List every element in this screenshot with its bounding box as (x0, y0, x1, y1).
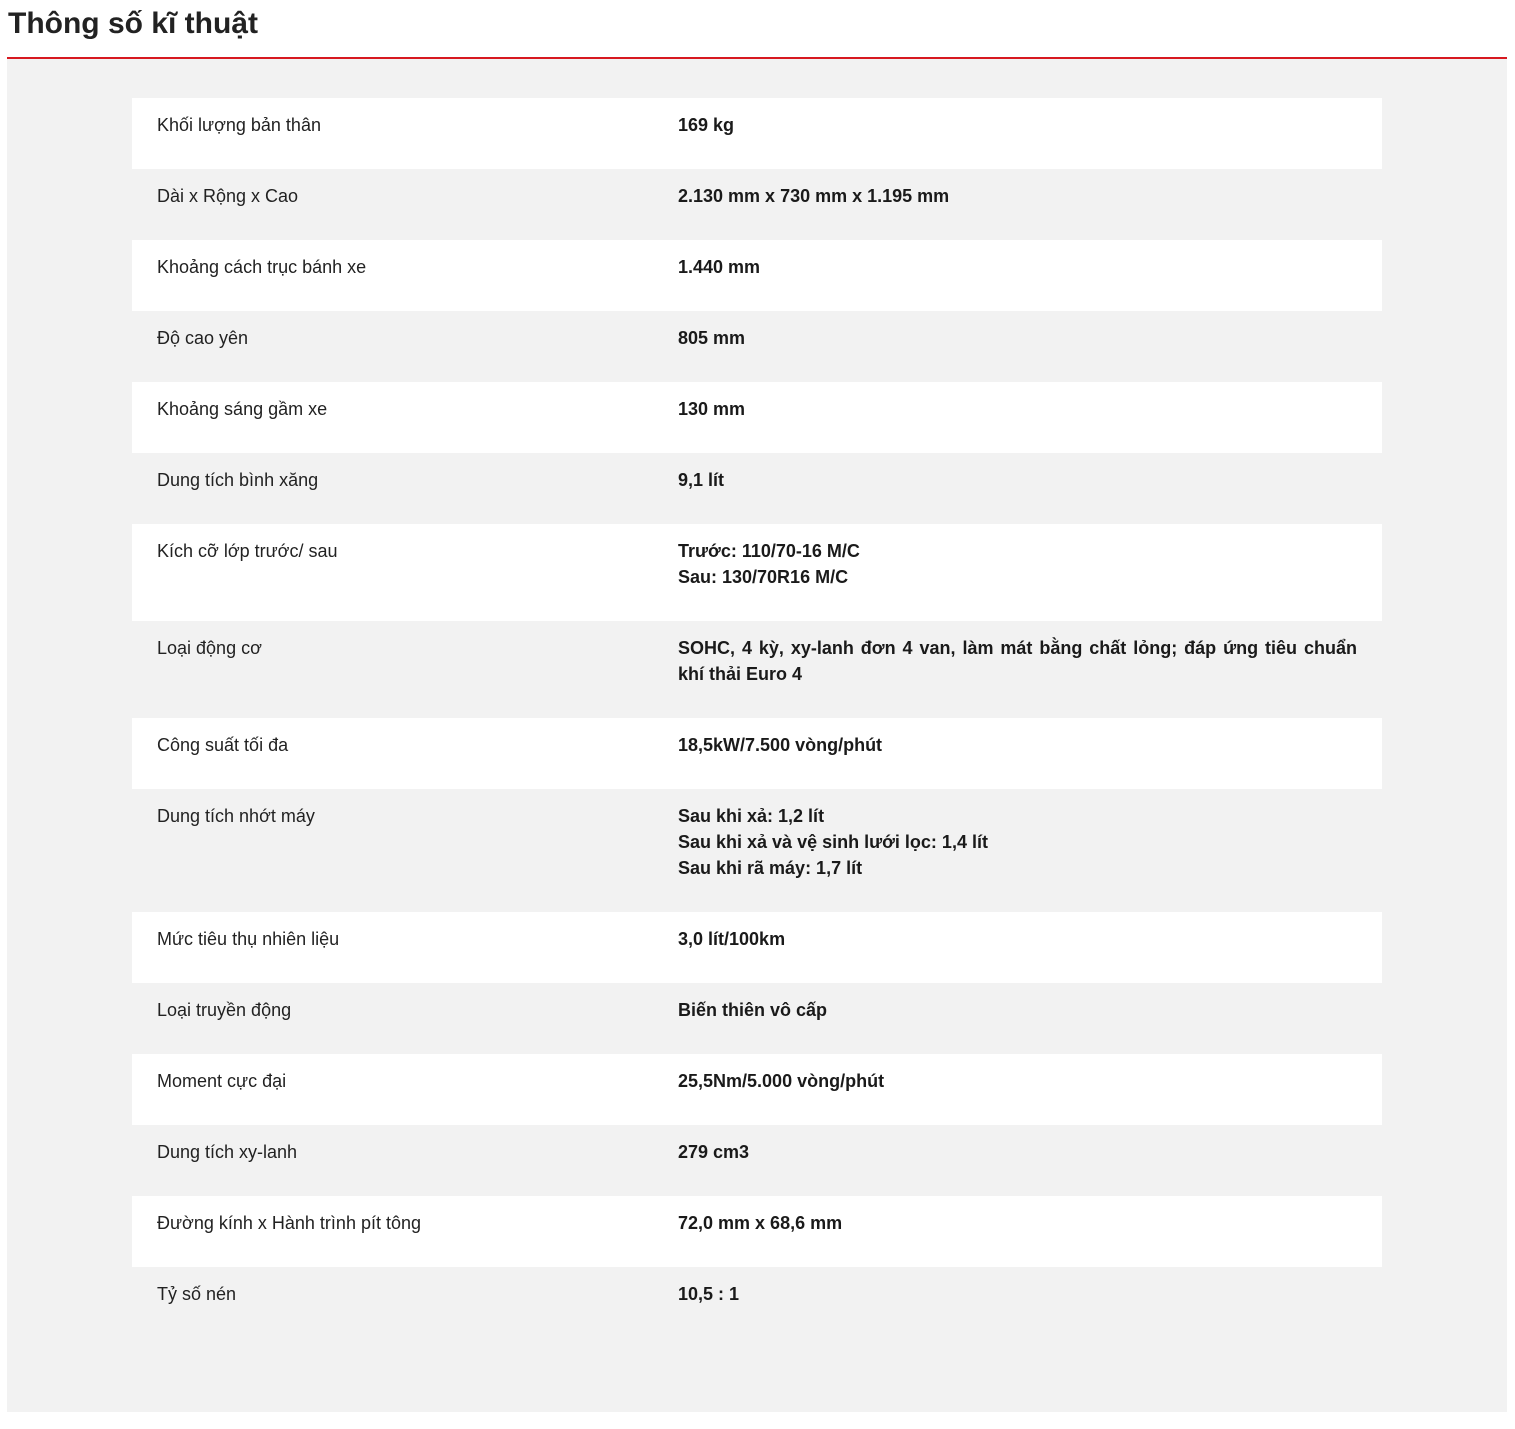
spec-value (678, 803, 1357, 912)
spec-value-line: Sau: 130/70R16 M/C (678, 567, 849, 587)
spec-row (132, 789, 1382, 912)
spec-value-line: 25,5Nm/5.000 vòng/phút (678, 1071, 885, 1091)
spec-label: Moment cực đại (157, 1071, 287, 1091)
spec-label: Đường kính x Hành trình pít tông (157, 1213, 421, 1233)
spec-value-line: SOHC, 4 kỳ, xy-lanh đơn 4 van, làm mát bằng chất lỏng; đáp ứng tiêu chuẩn khí thải Euro 4 (678, 638, 1357, 684)
spec-value (678, 1139, 1357, 1196)
spec-value-line: Sau khi xả: 1,2 lít (678, 806, 825, 826)
spec-value (678, 538, 1357, 621)
spec-row (132, 382, 1382, 453)
spec-value (678, 1068, 1357, 1125)
spec-row (132, 524, 1382, 621)
spec-label: Dung tích bình xăng (157, 470, 319, 490)
spec-value (678, 732, 1357, 789)
spec-value-line: 10,5 : 1 (678, 1284, 740, 1304)
spec-row (132, 1196, 1382, 1267)
spec-value-line: Trước: 110/70-16 M/C (678, 541, 860, 561)
spec-value (678, 1281, 1357, 1338)
spec-label: Khoảng cách trục bánh xe (157, 257, 367, 277)
spec-panel (7, 59, 1507, 1412)
spec-label: Dung tích xy-lanh (157, 1142, 298, 1162)
spec-value-line: 1.440 mm (678, 257, 761, 277)
spec-row (132, 98, 1382, 169)
spec-value-line: Biến thiên vô cấp (678, 1000, 828, 1020)
spec-label: Kích cỡ lớp trước/ sau (157, 541, 338, 561)
spec-label: Khối lượng bản thân (157, 115, 321, 135)
spec-value (678, 112, 1357, 169)
spec-row (132, 311, 1382, 382)
spec-row (132, 240, 1382, 311)
spec-label: Công suất tối đa (157, 735, 289, 755)
spec-value-line: 9,1 lít (678, 470, 725, 490)
page-title: Thông số kĩ thuật (8, 7, 258, 40)
spec-value (678, 926, 1357, 983)
spec-value (678, 183, 1357, 240)
spec-row (132, 1054, 1382, 1125)
spec-value-line: 18,5kW/7.500 vòng/phút (678, 735, 883, 755)
spec-value-line: 3,0 lít/100km (678, 929, 786, 949)
spec-label: Tỷ số nén (157, 1284, 237, 1304)
spec-value-line: 805 mm (678, 328, 746, 348)
spec-value (678, 396, 1357, 453)
spec-value (678, 325, 1357, 382)
spec-row (132, 718, 1382, 789)
spec-label: Loại truyền động (157, 1000, 292, 1020)
spec-label: Khoảng sáng gầm xe (157, 399, 328, 419)
spec-value (678, 997, 1357, 1054)
spec-value-line: 169 kg (678, 115, 735, 135)
spec-row (132, 453, 1382, 524)
spec-row (132, 621, 1382, 718)
spec-value (678, 1210, 1357, 1267)
spec-row (132, 169, 1382, 240)
spec-label: Độ cao yên (157, 328, 249, 348)
spec-value (678, 467, 1357, 524)
spec-table (132, 98, 1382, 1338)
spec-row (132, 983, 1382, 1054)
spec-value-line: 2.130 mm x 730 mm x 1.195 mm (678, 186, 950, 206)
spec-label: Dung tích nhớt máy (157, 806, 315, 826)
spec-value-line: Sau khi rã máy: 1,7 lít (678, 858, 863, 878)
spec-value (678, 254, 1357, 311)
spec-row (132, 1267, 1382, 1338)
spec-label: Loại động cơ (157, 638, 262, 658)
spec-label: Mức tiêu thụ nhiên liệu (157, 929, 340, 949)
spec-value (678, 635, 1357, 718)
spec-label: Dài x Rộng x Cao (157, 186, 299, 206)
spec-value-line: 72,0 mm x 68,6 mm (678, 1213, 843, 1233)
spec-row (132, 1125, 1382, 1196)
spec-value-line: 130 mm (678, 399, 746, 419)
spec-value-line: 279 cm3 (678, 1142, 750, 1162)
spec-row (132, 912, 1382, 983)
spec-value-line: Sau khi xả và vệ sinh lưới lọc: 1,4 lít (678, 832, 988, 852)
